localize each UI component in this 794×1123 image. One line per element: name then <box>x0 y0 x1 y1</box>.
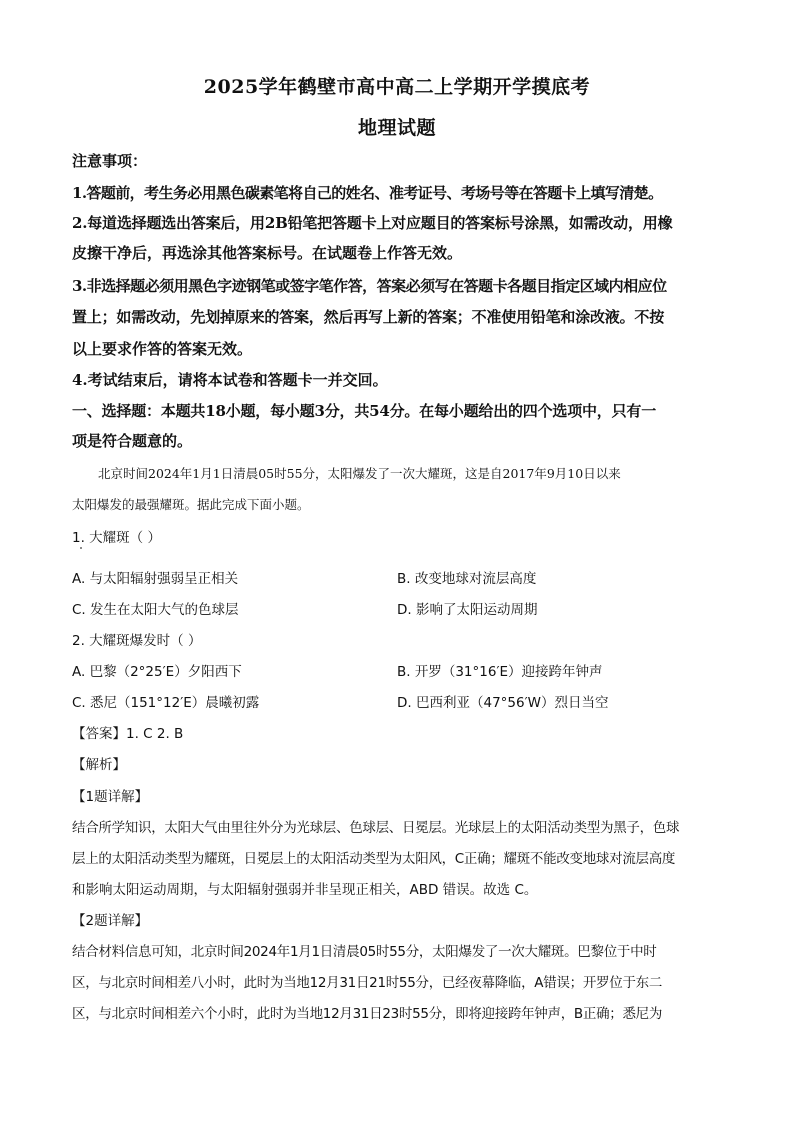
detail-2-line-1: 结合材料信息可知，北京时间2024年1月1日清晨05时55分，太阳爆发了一次大耀斑。巴黎位于中时 <box>72 944 657 960</box>
material-line-2: 太阳爆发的最强耀斑。据此完成下面小题。 <box>72 497 310 512</box>
detail-1-label: 【1题详解】 <box>72 789 149 805</box>
question-1-option-a: A. 与太阳辐射强弱呈正相关 <box>72 571 239 587</box>
notice-item-3-line-3: 以上要求作答的答案无效。 <box>72 340 253 358</box>
notice-item-3-line-2: 置上；如需改动，先划掉原来的答案，然后再写上新的答案；不准使用铅笔和涂改液。不按 <box>72 308 665 326</box>
answer-label: 【答案】 <box>72 726 126 742</box>
notice-item-3-line-1: 3.非选择题必须用黑色字迹钢笔或签字笔作答，答案必须写在答题卡各题目指定区域内相应位 <box>72 277 667 295</box>
exam-subtitle: 地理试题 <box>357 117 436 139</box>
notice-item-4: 4.考试结束后，请将本试卷和答题卡一并交回。 <box>72 371 388 389</box>
section-heading-line-1: 一、选择题：本题共18小题，每小题3分，共54分。在每小题给出的四个选项中，只有一 <box>72 402 656 420</box>
question-2-option-a: A. 巴黎（2°25′E）夕阳西下 <box>72 664 242 680</box>
detail-2-line-2: 区，与北京时间相差八小时，此时为当地12月31日21时55分，已经夜幕降临，A错误；开罗位于东二 <box>72 975 663 991</box>
notice-item-2-line-2: 皮擦干净后，再选涂其他答案标号。在试题卷上作答无效。 <box>72 244 463 262</box>
question-2-stem: 2. 大耀斑爆发时（ ） <box>72 633 202 649</box>
answer-row <box>72 722 732 742</box>
material-line-1: 北京时间2024年1月1日清晨05时55分，太阳爆发了一次大耀斑，这是自2017年9月10日以来 <box>98 466 621 481</box>
detail-1-line-1: 结合所学知识，太阳大气由里往外分为光球层、色球层、日冕层。光球层上的太阳活动类型为黑子，色球 <box>72 820 680 836</box>
answer-value: 1. C 2. B <box>126 726 184 742</box>
question-2-option-b: B. 开罗（31°16′E）迎接跨年钟声 <box>397 664 603 680</box>
stray-dot <box>80 547 82 549</box>
detail-2-line-3: 区，与北京时间相差六个小时，此时为当地12月31日23时55分，即将迎接跨年钟声，B正确；悉尼为 <box>72 1006 663 1022</box>
detail-1-line-3: 和影响太阳运动周期，与太阳辐射强弱并非呈现正相关，ABD 错误。故选 C。 <box>72 882 538 898</box>
notice-item-1: 1.答题前，考生务必用黑色碳素笔将自己的姓名、准考证号、考场号等在答题卡上填写清楚。 <box>72 184 663 202</box>
question-2-option-d: D. 巴西利亚（47°56′W）烈日当空 <box>397 695 609 711</box>
detail-1-line-2: 层上的太阳活动类型为耀斑，日冕层上的太阳活动类型为太阳风，C正确；耀斑不能改变地球对流层高度 <box>72 851 676 867</box>
analysis-label: 【解析】 <box>72 757 126 773</box>
section-heading-line-2: 项是符合题意的。 <box>72 432 193 450</box>
question-1-stem: 1. 大耀斑（ ） <box>72 530 161 546</box>
question-1-option-d: D. 影响了太阳运动周期 <box>397 602 538 618</box>
exam-title: 2025学年鹤壁市高中高二上学期开学摸底考 <box>203 76 591 98</box>
question-1-option-c: C. 发生在太阳大气的色球层 <box>72 602 239 618</box>
question-2-option-c: C. 悉尼（151°12′E）晨曦初露 <box>72 695 260 711</box>
notice-item-2-line-1: 2.每道选择题选出答案后，用2B铅笔把答题卡上对应题目的答案标号涂黑，如需改动，用橡 <box>72 214 673 232</box>
notice-heading: 注意事项： <box>72 152 148 170</box>
detail-2-label: 【2题详解】 <box>72 913 149 929</box>
question-1-option-b: B. 改变地球对流层高度 <box>397 571 537 587</box>
